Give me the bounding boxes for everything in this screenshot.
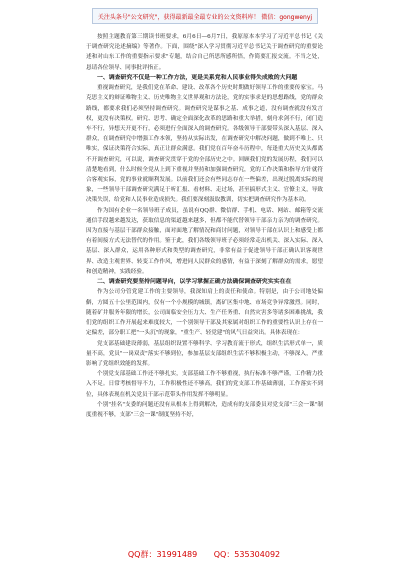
- body-paragraph: 个别党支部基础工作还不够扎实，支部基础工作不够重视，执行标准不够严谨，工作精力投入不足。日常考核督导不力，工作积极性还不够高，我们的党支部工作基础薄弱，工作落实不到位，具体表现在机关党员干部示范带头作用发挥不够明显。: [86, 371, 323, 398]
- footer-qq-group: QQ群：31991489: [127, 550, 198, 559]
- body-paragraph: 作为公司分管党建工作的主要领导，我深知肩上的责任和使命。特别是，由于公司地处偏僻，方圆五十公里范围内，仅有一个小规模的城镇，离矿区集中地、市场竞争异常激烈。同时，随着矿井服务年限的增长，公司面临安全压力大、生产任务重、自然灾害多等诸多困难挑战，我们党的组织工作开展起来难度较大，一个别领导干部及其家属对组织工作的重要性认识上存在一定偏差，部分职工把"一头沉"的现象，"重生产、轻党建"的风气日益突出。具体表现在：: [86, 289, 323, 337]
- footer-contact: [0, 549, 408, 560]
- top-banner: 关注头条号"公文研究"，获得最新最全最专业的公文资料库！ 微信：gongwenyj: [92, 8, 318, 24]
- section-heading: 一、调查研究不仅是一种工作方法，更是关系党和人民事业得失成败的大问题: [97, 73, 298, 81]
- body-paragraph: 个别"挂名"支委的问题还没有从根本上得到解决，造成有的支部委员对党支部"三会一课"制度重视不够，支部"三会一课"制度坚持不好，: [86, 401, 323, 418]
- body-paragraph: 作为国有企业一名领导班子成员，虽说有QQ群、微信群、手机、电话、网站、邮箱等交流通信手段越来越发达，获取信息的渠道越来越多，但都不能代替领导干部亲力亲为的调查研究。因为直接与基层干部群众接触，面对面地了解情况和商讨问题，对领导干部在认识上和感受上都有着间接方式无法替代的作用。鉴于此，我们各级领导班子必须经常走出机关、深入实际、深入基层、深入群众，运用各种形式和类型的调查研究，非常有益于促进领导干部正确认识客观世界、改造主观世界、转变工作作风，增进同人民群众的感情，有益于深刻了解群众的需求，愿望和创造精神，实践经验。: [86, 207, 323, 275]
- body-paragraph: 党支部基础建设薄弱，基层组织设置不够科学、学习教育流于形式，组织生活形式单一，质量不高，党员"一岗双责"落实不够到位，参加基层支部组织生活不够积极主动，不够深入，严重影响了党组织效能的发挥。: [86, 340, 323, 367]
- body-paragraph: 重视调查研究，是我们党在革命、建设、改革各个历史时期做好领导工作的重要传家宝。马克思主义的辩证唯物主义、历史唯物主义世界观和方法论，党的实事求是的思想路线，党的群众路线，都要求我们必须坚持调查研究。调查研究是谋事之基、成事之道，没有调查就没有发言权，更没有决策权。研究、思考、确定全面深化改革的思路和重大举措，刻舟求剑不行，闭门造车不行，异想天开更不行，必须进行全面深入的调查研究。各级领导干部要带头深入基层、深入群众，在调查研究中增强工作本领，坚持从实际出发，在调查研究中解决问题，做到不唯上、只唯实，保证决策符合实际，真正让群众满意。我们党在百年奋斗历程中，每逢重大历史关头都离不开调查研究，可以说，调查研究贯穿于党的全部历史之中。回顾我们党的发展历程，我们可以清楚地看到，什么时候全党从上到下重视并坚持和加强调查研究，党的工作决策和指导方针就符合客观实际，党的事业就顺利发展。以前我们还会有些同志存在一些偏差，出现过脱离实际的现象，一些领导干部调查研究满足于听汇报、看材料、走过场，甚至搞形式主义、官僚主义，导致决策失误，给党和人民事业造成损失。我们要深刻汲取教训，切实把调查研究作为基本功。: [86, 85, 323, 204]
- document-body: [86, 32, 323, 420]
- footer-qq: QQ：535304092: [213, 550, 281, 559]
- body-paragraph: 按照主题教育第三期读书班要求，6月6日—6月7日，我原原本本学习了习近平总书记《关于调查研究论述摘编》等著作。下面，围绕"深入学习贯彻习近平总书记关于调查研究的重要论述和对山东工作的重要指示要求"专题，结合自己所思所感所悟，作简要汇报交流。不当之处，恳请各位领导、同事批评指正。: [86, 34, 323, 71]
- section-heading: 二、调查研究要坚持问题导向，以学习掌握正确方法确保调查研究实实在在: [97, 278, 292, 286]
